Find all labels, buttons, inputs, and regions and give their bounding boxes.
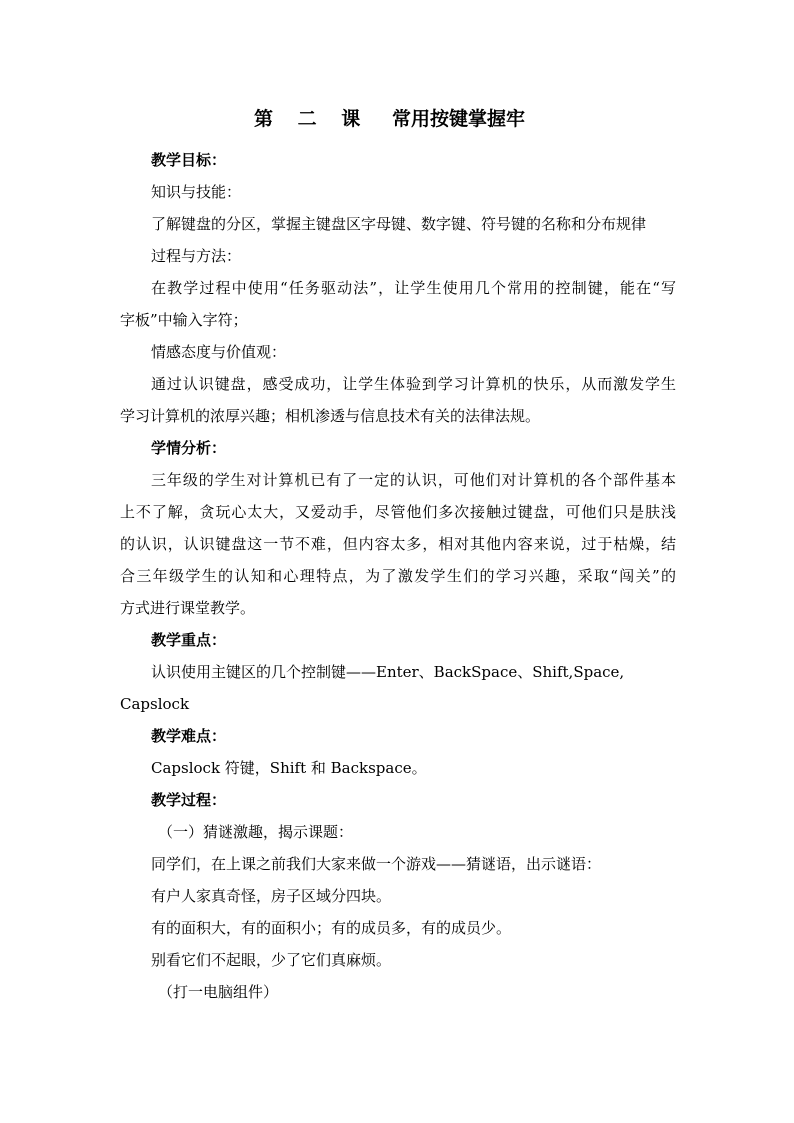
riddle-line3: 别看它们不起眼，少了它们真麻烦。 <box>151 951 392 969</box>
lesson-name: 常用按键掌握牢 <box>392 108 526 130</box>
analysis-line2: 上不了解，贪玩心太大，又爱动手，尽管他们多次接触过键盘，可他们只是肤浅 <box>120 503 676 521</box>
riddle-hint: （打一电脑组件） <box>158 983 279 1001</box>
process-text-line1: 在教学过程中使用“任务驱动法”，让学生使用几个常用的控制键，能在“写 <box>151 279 676 297</box>
riddle-line1: 有户人家真奇怪，房子区域分四块。 <box>151 887 392 905</box>
key-points-heading: 教学重点： <box>151 631 227 649</box>
lesson-number: 第 二 课 <box>254 108 370 130</box>
knowledge-label: 知识与技能： <box>151 183 242 201</box>
emotion-text-line1: 通过认识键盘，感受成功，让学生体验到学习计算机的快乐，从而激发学生 <box>151 375 676 393</box>
process-text-line2: 字板”中输入字符； <box>120 311 248 329</box>
riddle-line2: 有的面积大，有的面积小；有的成员多，有的成员少。 <box>151 919 512 937</box>
analysis-line1: 三年级的学生对计算机已有了一定的认识，可他们对计算机的各个部件基本 <box>151 471 676 489</box>
emotion-label: 情感态度与价值观： <box>151 343 287 361</box>
key-points-line1: 认识使用主键区的几个控制键——Enter、BackSpace、Shift,Space, <box>151 663 625 681</box>
process-step1: （一）猜谜激趣，揭示课题： <box>158 823 354 841</box>
key-points-line2: Capslock <box>120 695 190 713</box>
analysis-line5: 方式进行课堂教学。 <box>120 599 256 617</box>
difficulties-line1: Capslock 符键，Shift 和 Backspace。 <box>151 759 427 777</box>
knowledge-text: 了解键盘的分区，掌握主键盘区字母键、数字键、符号键的名称和分布规律 <box>151 215 647 233</box>
objectives-heading: 教学目标： <box>151 151 227 169</box>
process-heading: 教学过程： <box>151 791 227 809</box>
analysis-heading: 学情分析： <box>151 439 227 457</box>
analysis-line4: 合三年级学生的认知和心理特点，为了激发学生们的学习兴趣，采取“闯关”的 <box>120 567 676 585</box>
emotion-text-line2: 学习计算机的浓厚兴趣；相机渗透与信息技术有关的法律法规。 <box>120 407 541 425</box>
difficulties-heading: 教学难点： <box>151 727 227 745</box>
analysis-line3: 的认识，认识键盘这一节不难，但内容太多，相对其他内容来说，过于枯燥，结 <box>120 535 676 553</box>
page-title <box>0 104 794 134</box>
process-intro: 同学们，在上课之前我们大家来做一个游戏——猜谜语，出示谜语： <box>151 855 602 873</box>
process-label: 过程与方法： <box>151 247 242 265</box>
